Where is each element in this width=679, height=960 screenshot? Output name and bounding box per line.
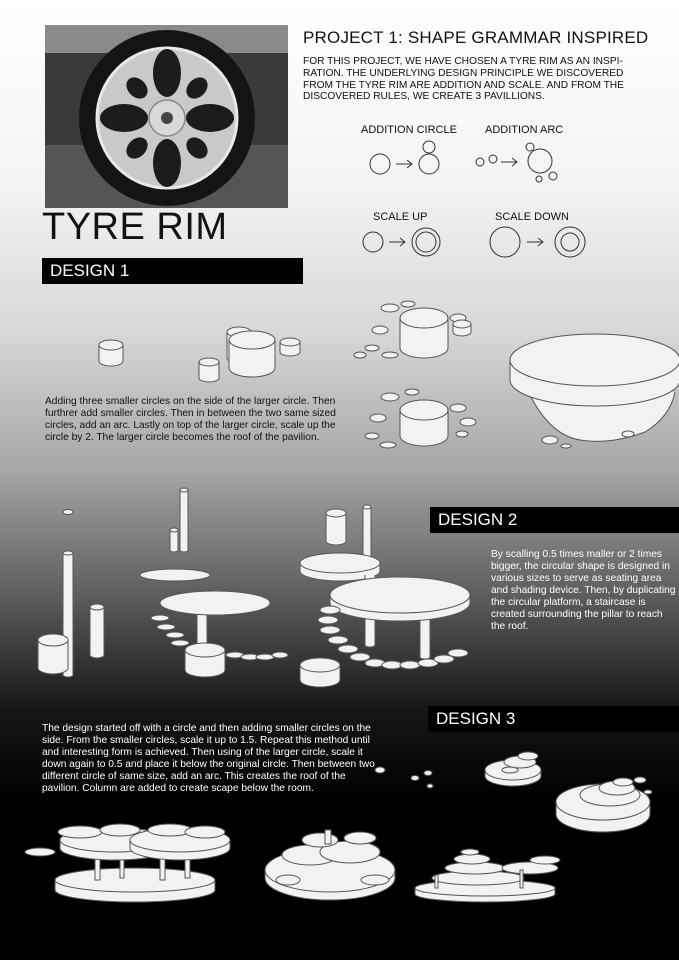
design-1-description: Adding three smaller circles on the side of the larger circle. Then furthrer add smaller circles. Then in between the two same sized circles, add an arc. Lastly on top of the larger circle, scale up the circle by 2. The larger circle becomes the roof of the pavilion.: [45, 396, 336, 443]
design-3-description: The design started off with a circle and then adding smaller circles on the side. From the smaller circles, scale it up to 1.5. Repeat this method until and interesting form is achieved. Then using of the larger circle, scale it down again to 0.5 and place it below the original circle. Then between two different circle of same size, add an arc. This creates the roof of the pavilion. Column are added to create scape below the room.: [42, 723, 375, 794]
design-1-header: DESIGN 1: [42, 258, 303, 284]
design-1-models: [90, 300, 679, 480]
intro-paragraph: FOR THIS PROJECT, WE HAVE CHOSEN A TYRE RIM AS AN INSPI-RATION. THE UNDERLYING DESIGN PRINCIPLE WE DISCOVERED FROM THE TYRE RIM ARE ADDITION AND SCALE. AND FROM THE DISCOVERED RULES, WE CREATE 3 PAVILLIONS.: [303, 56, 624, 103]
tyre-rim-photo: [45, 25, 288, 208]
page-title: PROJECT 1: SHAPE GRAMMAR INSPIRED: [303, 28, 649, 47]
rule-addition-circle-label: ADDITION CIRCLE: [361, 124, 457, 136]
tyre-rim-image: [45, 25, 288, 208]
design-2-header: DESIGN 2: [430, 507, 679, 533]
shape-rules-diagram: [360, 135, 610, 260]
design-2-models: [30, 485, 480, 705]
subject-heading: TYRE RIM: [42, 206, 228, 248]
design-2-description: By scalling 0.5 times maller or 2 times bigger, the circular shape is designed in various sizes to serve as seating area and shading device. Then, by duplicating the circular platform, a staircase is created surrounding the pillar to reach the roof.: [491, 549, 676, 632]
design-3-models: [20, 740, 670, 910]
rule-addition-arc-label: ADDITION ARC: [485, 124, 564, 136]
design-3-header: DESIGN 3: [428, 706, 679, 732]
rule-scale-up-label: SCALE UP: [373, 211, 428, 223]
rule-scale-down-label: SCALE DOWN: [495, 211, 569, 223]
